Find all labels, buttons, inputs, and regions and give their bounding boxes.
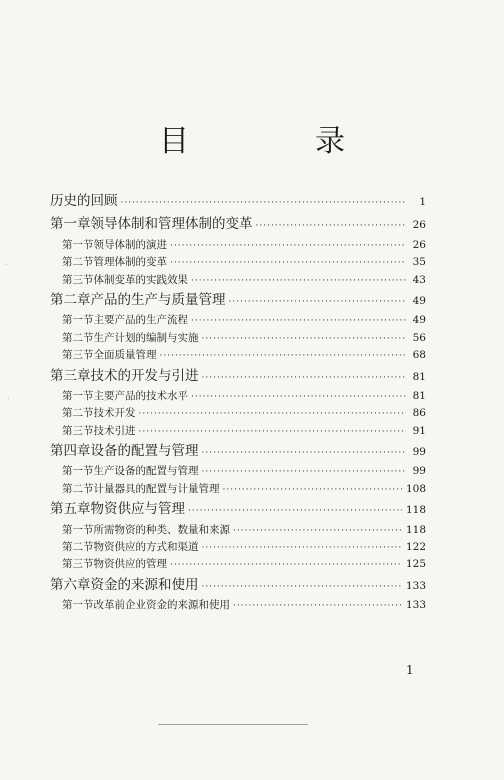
toc-entry-title: 改革前企业资金的来源和使用 [93, 599, 230, 612]
toc-section-row [50, 481, 426, 498]
toc-entry-number: 第二节 [62, 256, 94, 269]
dot-leader [202, 540, 402, 557]
toc-entry-title: 设备的配置与管理 [90, 443, 199, 460]
toc-section-row [50, 330, 426, 347]
page-title: 目 录 [159, 124, 393, 159]
toc-entry-title: 生产设备的配置与管理 [93, 465, 199, 478]
dot-leader [256, 215, 407, 238]
toc-entry-title: 技术引进 [93, 424, 136, 437]
toc-entry-number: 第三节 [62, 273, 94, 286]
dot-leader [202, 367, 407, 390]
dot-leader [223, 482, 402, 499]
table-of-contents [50, 190, 426, 615]
toc-chapter-row [50, 365, 426, 388]
dot-leader [170, 238, 406, 255]
toc-section-row [50, 556, 426, 573]
scan-speck [6, 264, 7, 265]
dot-leader [170, 557, 402, 574]
dot-leader [139, 406, 407, 423]
dot-leader [121, 192, 407, 215]
scan-speck [8, 398, 9, 399]
dot-leader [191, 313, 406, 330]
toc-entry-page: 43 [412, 273, 426, 286]
toc-entry-number: 第二节 [62, 407, 94, 420]
dot-leader [229, 291, 407, 314]
dot-leader [191, 273, 406, 290]
toc-section-row [50, 347, 426, 364]
toc-section-row [50, 539, 426, 556]
toc-entry-page: 56 [412, 331, 426, 344]
toc-entry-page: 86 [412, 407, 426, 420]
toc-entry-page: 118 [405, 523, 426, 536]
toc-section-row [50, 237, 426, 254]
toc-entry-title: 资金的来源和使用 [90, 576, 199, 593]
toc-entry-page: 122 [405, 541, 426, 554]
toc-entry-number: 第一节 [62, 314, 94, 327]
toc-entry-title: 生产计划的编制与实施 [93, 331, 199, 344]
toc-entry-number: 第五章 [50, 501, 91, 518]
page-number: 1 [406, 663, 414, 677]
toc-entry-title: 历史的回顾 [50, 193, 118, 209]
toc-section-row [50, 388, 426, 405]
toc-entry-page: 1 [419, 196, 426, 208]
dot-leader [170, 255, 406, 272]
toc-entry-title: 物资供应与管理 [90, 501, 185, 518]
toc-entry-page: 99 [412, 465, 426, 478]
toc-section-row [50, 312, 426, 329]
toc-entry-number: 第四章 [50, 443, 91, 460]
toc-entry-title: 主要产品的技术水平 [93, 389, 188, 402]
toc-entry-title: 计量器具的配置与计量管理 [93, 482, 220, 495]
scan-artifact-line [158, 724, 308, 725]
toc-entry-number: 第三章 [50, 367, 91, 384]
toc-entry-page: 49 [412, 294, 426, 307]
toc-entry-title: 领导体制和管理体制的变革 [90, 216, 253, 233]
toc-entry-page: 49 [412, 314, 426, 327]
toc-entry-number: 第三节 [62, 558, 94, 571]
toc-entry-page: 118 [405, 504, 426, 517]
toc-entry-page: 125 [405, 558, 426, 571]
toc-entry-number: 第一节 [62, 523, 94, 536]
dot-leader [202, 442, 407, 465]
toc-section-row [50, 597, 426, 614]
dot-leader [202, 464, 407, 481]
toc-chapter-row [50, 190, 426, 213]
toc-entry-page: 26 [412, 219, 426, 232]
dot-leader [233, 523, 402, 540]
toc-entry-title: 所需物资的种类、数量和来源 [93, 523, 230, 536]
dot-leader [188, 500, 402, 523]
toc-entry-number: 第六章 [50, 576, 91, 593]
toc-entry-number: 第三节 [62, 349, 94, 362]
toc-entry-page: 81 [412, 370, 426, 383]
toc-entry-title: 产品的生产与质量管理 [90, 291, 226, 308]
toc-section-row [50, 463, 426, 480]
toc-chapter-row [50, 440, 426, 463]
toc-entry-page: 81 [412, 389, 426, 402]
toc-entry-page: 35 [412, 256, 426, 269]
toc-entry-page: 99 [412, 446, 426, 459]
toc-entry-number: 第一节 [62, 465, 94, 478]
dot-leader [233, 598, 402, 615]
toc-entry-number: 第一节 [62, 238, 94, 251]
toc-entry-number: 第一节 [62, 389, 94, 402]
toc-section-row [50, 423, 426, 440]
toc-entry-page: 68 [412, 349, 426, 362]
toc-entry-page: 133 [405, 599, 426, 612]
toc-chapter-row [50, 498, 426, 521]
toc-entry-number: 第一节 [62, 599, 94, 612]
toc-entry-number: 第三节 [62, 424, 94, 437]
toc-entry-number: 第二节 [62, 541, 94, 554]
toc-section-row [50, 272, 426, 289]
toc-chapter-row [50, 289, 426, 312]
toc-chapter-row [50, 213, 426, 236]
toc-entry-title: 技术开发 [93, 407, 136, 420]
toc-entry-number: 第二节 [62, 482, 94, 495]
toc-entry-number: 第一章 [50, 216, 91, 233]
toc-section-row [50, 522, 426, 539]
toc-section-row [50, 254, 426, 271]
toc-entry-number: 第二章 [50, 291, 91, 308]
dot-leader [202, 331, 407, 348]
toc-chapter-row [50, 574, 426, 597]
toc-entry-number: 第二节 [62, 331, 94, 344]
toc-section-row [50, 405, 426, 422]
toc-entry-title: 技术的开发与引进 [90, 367, 199, 384]
toc-entry-page: 26 [412, 238, 426, 251]
toc-entry-title: 领导体制的演进 [93, 238, 167, 251]
toc-entry-page: 133 [405, 579, 426, 592]
toc-entry-title: 物资供应的方式和渠道 [93, 541, 199, 554]
toc-entry-title: 管理体制的变革 [93, 256, 167, 269]
toc-entry-title: 主要产品的生产流程 [93, 314, 188, 327]
dot-leader [202, 576, 402, 599]
toc-entry-title: 全面质量管理 [93, 349, 157, 362]
dot-leader [191, 389, 406, 406]
toc-entry-title: 体制变革的实践效果 [93, 273, 188, 286]
toc-entry-page: 91 [412, 424, 426, 437]
toc-entry-page: 108 [405, 482, 426, 495]
dot-leader [139, 424, 407, 441]
dot-leader [160, 348, 407, 365]
toc-entry-title: 物资供应的管理 [93, 558, 167, 571]
